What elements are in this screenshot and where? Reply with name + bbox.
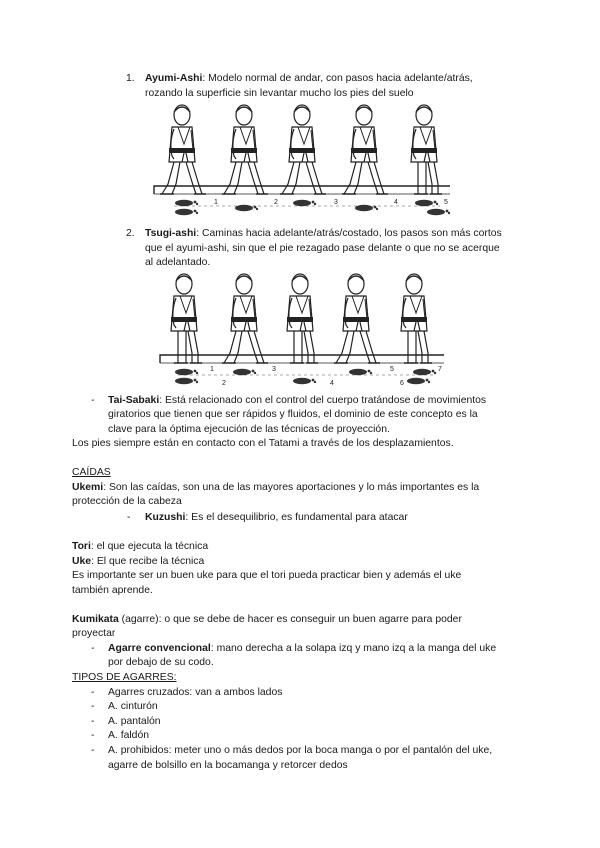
figure2-label-7: 7: [438, 366, 442, 373]
agarre-convencional-line2: por debajo de su codo.: [108, 657, 214, 668]
figure1-label-1: 1: [214, 199, 218, 206]
item1-text: : Modelo normal de andar, con pasos hacia adelante/atrás,: [202, 73, 473, 84]
bullet-dash: -: [91, 701, 95, 712]
term-agarre-convencional: Agarre convencional: [108, 643, 211, 654]
list-number-1: 1.: [126, 73, 135, 84]
term-kumikata: Kumikata: [72, 614, 119, 625]
bullet-dash: -: [91, 716, 95, 727]
heading-caidas: CAÍDAS: [72, 467, 111, 478]
term-kuzushi: Kuzushi: [145, 512, 186, 523]
kuzushi-line: [145, 511, 565, 526]
term-tori: Tori: [72, 541, 91, 552]
bullet-dash: -: [91, 687, 95, 698]
figure1-label-5: 5: [444, 199, 448, 206]
ukemi-text: : Son las caídas, son una de las mayores aportaciones y lo más importantes es la: [103, 482, 480, 493]
item2-line2: que el ayumi-ashi, sin que el pie rezagado pase delante o que no se acerque: [145, 243, 500, 254]
item2-line3: al adelantado.: [145, 257, 211, 268]
agarre-convencional-text: : mano derecha a la solapa izq y mano izq a la manga del uke: [210, 643, 497, 654]
figure1-label-3: 3: [334, 199, 338, 206]
figure-tsugi-ashi: [152, 271, 448, 389]
term-tai-sabaki: Tai-Sabaki: [108, 395, 160, 406]
taisabaki-line2: giratorios que tienen que ser rápidos y fluidos, el dominio de este concepto es la: [108, 409, 478, 420]
kumikata-line1: [72, 613, 542, 628]
heading-tipos-de-agarres: TIPOS DE AGARRES:: [72, 672, 177, 683]
list-item: A. prohibidos: meter uno o más dedos por la boca manga o por el pantalón del uke,: [108, 745, 493, 756]
figure2-label-3: 3: [272, 366, 276, 373]
item1-line1: [145, 72, 565, 87]
kuzushi-text: : Es el desequilibrio, es fundamental para atacar: [185, 512, 408, 523]
list-number-2: 2.: [126, 228, 135, 239]
figure1-label-2: 2: [274, 199, 278, 206]
figure2-label-5: 5: [390, 366, 394, 373]
uke-line: [72, 555, 542, 570]
tsugi-ashi-illustration: [152, 271, 448, 389]
uke-note-line2: también aprende.: [72, 585, 153, 596]
list-item: A. cinturón: [108, 701, 158, 712]
list-item: A. faldón: [108, 730, 150, 741]
list-item-continuation: agarre de bolsillo en la bocamanga y retorcer dedos: [108, 760, 348, 771]
taisabaki-line3: clave para la óptima ejecución de las técnicas de proyección.: [108, 424, 390, 435]
item2-text: : Caminas hacia adelante/atrás/costado, los pasos son más cortos: [196, 228, 502, 239]
term-ayumi-ashi: Ayumi-Ashi: [145, 73, 203, 84]
ayumi-ashi-illustration: [144, 102, 456, 220]
ukemi-line2: protección de la cabeza: [72, 496, 182, 507]
uke-note-line1: Es importante ser un buen uke para que el tori pueda practicar bien y además el uke: [72, 570, 462, 581]
bullet-dash: -: [91, 745, 95, 756]
item1-line2: rozando la superficie sin levantar mucho los pies del suelo: [145, 88, 414, 99]
taisabaki-line1: [108, 394, 548, 409]
figure2-label-2: 2: [222, 380, 226, 387]
term-ukemi: Ukemi: [72, 482, 104, 493]
agarre-convencional-line1: [108, 642, 548, 657]
item2-line1: [145, 227, 565, 242]
list-item: A. pantalón: [108, 716, 161, 727]
figure1-label-4: 4: [394, 199, 398, 206]
bullet-dash: -: [91, 395, 95, 406]
tori-text: : el que ejecuta la técnica: [90, 541, 209, 552]
taisabaki-text: : Está relacionado con el control del cuerpo tratándose de movimientos: [159, 395, 487, 406]
bullet-dash: -: [91, 643, 95, 654]
kumikata-text: (agarre): o que se debe de hacer es conseguir un buen agarre para poder: [118, 614, 462, 625]
figure2-label-1: 1: [210, 366, 214, 373]
tatami-line: Los pies siempre están en contacto con el Tatami a través de los desplazamientos.: [72, 438, 454, 449]
bullet-dash: -: [127, 512, 131, 523]
bullet-dash: -: [91, 730, 95, 741]
figure-ayumi-ashi: [144, 102, 456, 220]
figure2-label-4: 4: [330, 380, 334, 387]
list-item: Agarres cruzados: van a ambos lados: [108, 687, 283, 698]
figure2-label-6: 6: [400, 380, 404, 387]
ukemi-line1: [72, 481, 542, 496]
tori-line: [72, 540, 542, 555]
term-tsugi-ashi: Tsugi-ashi: [145, 228, 197, 239]
term-uke: Uke: [72, 556, 92, 567]
uke-text: : El que recibe la técnica: [91, 556, 205, 567]
kumikata-line2: proyectar: [72, 628, 116, 639]
